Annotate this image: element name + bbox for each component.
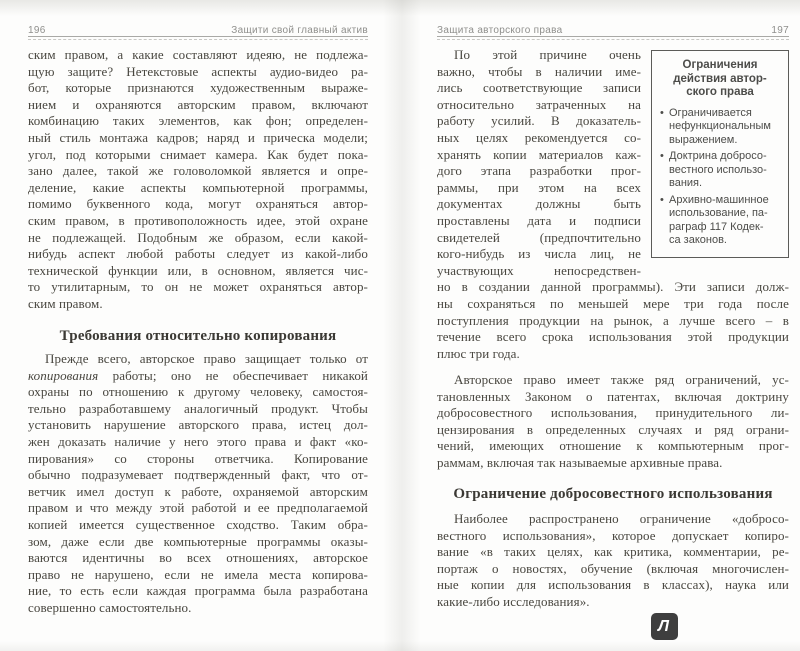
text-line: пирования» со стороны ответчика. Копирование (28, 450, 368, 466)
text-line: документах должны быть (437, 196, 641, 212)
text-line: щую защите? Нетекстовые аспекты аудио-видео ра- (28, 63, 368, 79)
text-line: комбинацию таких элементов, как фон; определен- (28, 113, 368, 129)
text-line: действия автор- (673, 72, 767, 85)
text-line: • Доктрина добросо- (669, 150, 767, 162)
text-line: Авторское право имеет также ряд ограничений, ус- (454, 372, 789, 387)
text-line: относительно затраченных на (437, 96, 641, 112)
text-line: Прежде всего, авторское право защищает только от (45, 351, 368, 366)
text-line: копирования работы; оно не обеспечивает никакой (28, 367, 368, 383)
text-line: технической функции или, в основном, является чис- (28, 262, 368, 278)
sidebar-bullet-item (659, 150, 781, 191)
text-line: работу усилий. В доказатель- (437, 113, 641, 129)
text-line: ским правом, а какие составляют идеяю, не подлежа- (28, 47, 368, 62)
text-line: поступления продукции на рынок, а лучше всего – в (437, 312, 789, 328)
text-line: ние, то есть если каждая программа была разработана (28, 583, 368, 599)
left-paragraph-1 (28, 47, 368, 313)
text-line: ским правом. (28, 295, 103, 311)
text-line: • Архивно-машинное (669, 193, 769, 206)
text-line: дого этапа разработки прог- (437, 163, 641, 179)
text-line: ных целях рекомендуется со- (437, 129, 641, 145)
text-line: Наиболее распространено ограничение «добросо- (454, 511, 789, 526)
text-line: раммам, включая так называемые архивные права. (437, 454, 723, 470)
text-line: По этой причине очень (454, 47, 641, 62)
text-line: цензирования в определенных случаях и ряд ограни- (437, 421, 789, 437)
labirint-logo (651, 613, 678, 640)
sidebar-bullet-item (659, 107, 781, 148)
text-line: проставлены дата и подписи (437, 212, 641, 228)
text-line: участвующих непосредствен- (437, 262, 641, 278)
text-line: хранять копии материалов каж- (437, 146, 641, 162)
text-line: выражением. (669, 133, 738, 146)
right-paragraph-3 (437, 511, 789, 611)
text-line: портаж о новостях, обучение (включая многочислен- (437, 560, 789, 576)
left-section-heading: Требования относительно копирования (59, 328, 337, 344)
text-line: не подлежащей. Подобным же образом, если какой- (28, 229, 368, 245)
text-line: лись соответствующие записи (437, 80, 641, 96)
left-paragraph-2 (28, 351, 368, 617)
text-line: плюс три года. (437, 345, 520, 361)
text-line: установить нарушение авторского права, истец дол- (28, 417, 368, 433)
text-line: угол, под которыми снимает камера. Как будет пока- (28, 146, 368, 162)
text-line: нием и охраняются авторским правом, включают (28, 96, 368, 112)
text-line: вестного использования», которое допускает копиро- (437, 527, 789, 543)
text-line: какие-либо исследования». (437, 593, 590, 609)
left-page-header (28, 23, 368, 37)
copyright-limits-sidebar-box (651, 50, 789, 258)
text-line: раммы, при этом на всех (437, 179, 641, 195)
text-line: чений, имеющих отношение к компьютерным прог- (437, 438, 789, 454)
text-line: жен доказать наличие у него этого права и факт «ко- (28, 433, 368, 449)
right-running-title: Защита авторского права (437, 25, 563, 36)
text-line: ный стиль монтажа кадров; наряд и прическа модели; (28, 129, 368, 145)
sidebar-float-area (641, 47, 789, 277)
text-line: раграф 117 Кодек- (669, 220, 764, 233)
text-line: добросовестного использования, принудительного ли- (437, 405, 789, 421)
right-page-number: 197 (771, 25, 789, 36)
text-line: ны сохраняться по меньшей мере три года после (437, 295, 789, 311)
text-line: тельно разработавшему аналогичный продукт. Чтобы (28, 400, 368, 416)
text-line: са законов. (669, 234, 727, 246)
text-line: бот, которые признаются художественным выраже- (28, 80, 368, 96)
sidebar-bullet-item (659, 194, 781, 248)
logo-letter: Л (658, 617, 669, 635)
text-line: кого-нибудь из числа лиц, не (437, 246, 641, 262)
text-line: то утилитарным, то он не может охраняться автор- (28, 279, 368, 295)
text-line: нефункциональным (669, 120, 771, 132)
text-line: совершенно самостоятельно. (28, 599, 192, 615)
text-line: зом, даже если две компьютерные программы оказы- (28, 533, 368, 549)
text-line: правом и что между этой работой и ее предполагаемой (28, 500, 368, 516)
text-line: нибудь аспект любой работы следует из какой-либо (28, 246, 368, 262)
right-section-heading: Ограничение добросовестного использования (453, 486, 773, 502)
text-line: ветчик имел доступ к работе, охраняемой авторским (28, 483, 368, 499)
text-line: вания. (669, 177, 703, 189)
sidebar-title (659, 59, 781, 100)
right-paragraph-2 (437, 372, 789, 472)
text-line: право не нарушено, если не имела места копирова- (28, 566, 368, 582)
text-line: ваются идентичны во всех отношениях, авторское (28, 550, 368, 566)
text-line: ского права (686, 86, 754, 98)
right-page (400, 0, 800, 651)
text-line: свидетелей (предпочтительно (437, 229, 641, 245)
left-page-number: 196 (28, 25, 46, 36)
text-line: вестного использо- (669, 163, 767, 176)
text-line: тановленных Законом о патентах, включая доктрину (437, 388, 789, 404)
text-line: Ограничения (682, 59, 758, 71)
right-paragraph-1 (437, 47, 789, 362)
sidebar-bullet-list (659, 107, 781, 248)
text-line: вание «в таких целях, как критика, комментарии, ре- (437, 544, 789, 560)
left-running-title: Защити свой главный актив (231, 25, 368, 36)
text-line: копией имеется существенное сходство. Таким обра- (28, 516, 368, 532)
text-line: ским правом, в противоположность идее, этой охране (28, 212, 368, 228)
text-line: деление, какие аспекты компьютерной программы, (28, 179, 368, 195)
text-line: но в создании данной программы). Эти записи долж- (437, 279, 789, 295)
text-line: зано далее, такой же головоломкой является и опре- (28, 163, 368, 179)
text-line: ные копии для использования в классах), наука или (437, 577, 789, 593)
right-page-header (437, 23, 789, 37)
text-line: течение всего срока использования этой продукции (437, 329, 789, 345)
text-line: важно, чтобы в наличии име- (437, 63, 641, 79)
text-line: • Ограничивается (669, 106, 752, 119)
text-line: помимо буквенного кода, могут охраняться автор- (28, 196, 368, 212)
text-line: обычно подразумевает подтвержденный факт, что от- (28, 467, 368, 483)
text-line: использование, па- (669, 207, 768, 219)
text-line: охраны по отношению к другому человеку, самостоя- (28, 384, 368, 400)
